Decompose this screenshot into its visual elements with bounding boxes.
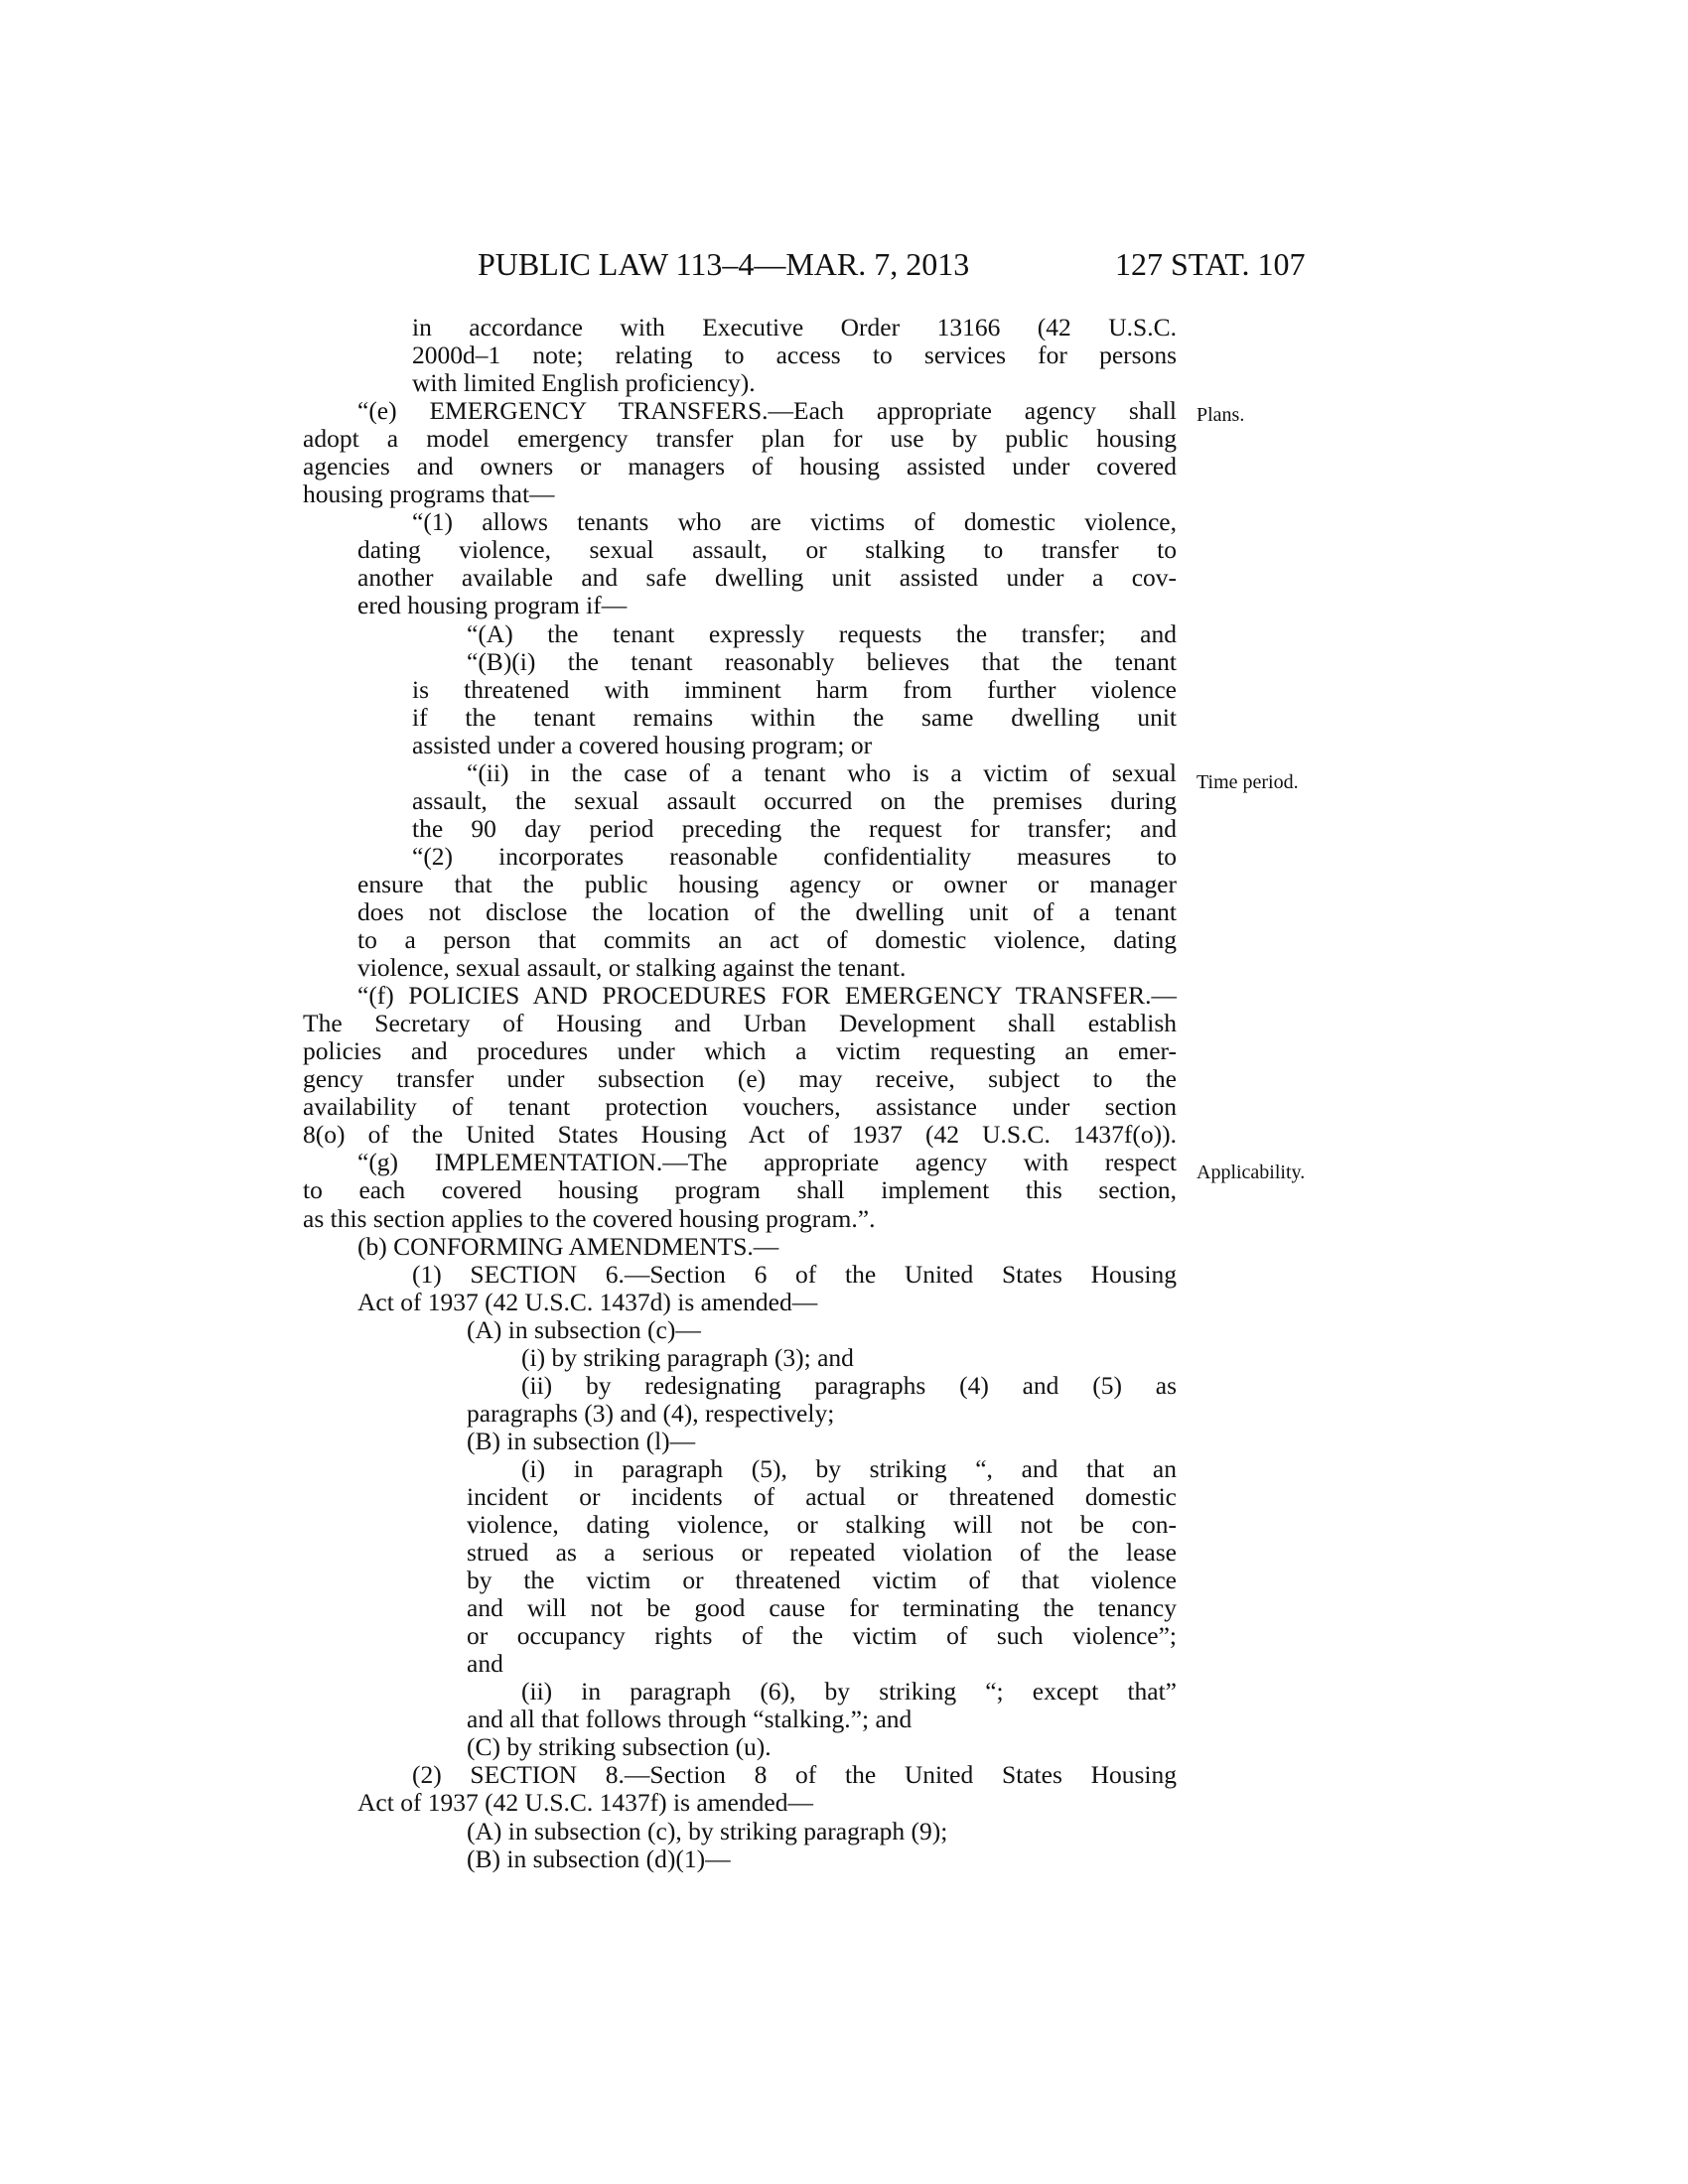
text-line: (ii) by redesignating paragraphs (4) and (5) as	[521, 1370, 1177, 1400]
text-line: housing programs that—	[303, 479, 555, 509]
text-line: or occupancy rights of the victim of such violence”;	[467, 1621, 1177, 1651]
text-line: “(ii) in the case of a tenant who is a victim of sexual	[467, 757, 1177, 787]
marginal-note: Plans.	[1196, 404, 1245, 426]
text-line: “(1) allows tenants who are victims of domestic violence,	[412, 507, 1177, 537]
text-line: to a person that commits an act of domestic violence, dating	[357, 925, 1177, 955]
text-line: incident or incidents of actual or threatened domestic	[467, 1481, 1177, 1511]
text-line: and all that follows through “stalking.”; and	[467, 1705, 913, 1734]
text-line: “(A) the tenant expressly requests the transfer; and	[467, 618, 1177, 648]
text-line: (B) in subsection (l)—	[467, 1426, 696, 1455]
text-line: agencies and owners or managers of housing assisted under covered	[303, 452, 1177, 481]
text-line: violence, dating violence, or stalking will not be con-	[467, 1510, 1177, 1540]
text-line: (1) SECTION 6.—Section 6 of the United States Housing	[412, 1259, 1177, 1289]
text-line: (i) in paragraph (5), by striking “, and that an	[521, 1453, 1177, 1483]
text-line: violence, sexual assault, or stalking against the tenant.	[357, 953, 907, 983]
text-line: is threatened with imminent harm from further violence	[412, 674, 1177, 704]
text-line: availability of tenant protection vouchers, assistance under section	[303, 1092, 1177, 1122]
text-line: (A) in subsection (c)—	[467, 1314, 701, 1344]
marginal-note: Time period.	[1196, 771, 1299, 793]
text-line: 2000d–1 note; relating to access to services for persons	[412, 341, 1177, 370]
text-line: with limited English proficiency).	[412, 368, 756, 398]
text-line: ered housing program if—	[357, 591, 628, 620]
text-line: the 90 day period preceding the request for transfer; and	[412, 813, 1177, 843]
text-line: and	[467, 1649, 503, 1679]
text-line: (2) SECTION 8.—Section 8 of the United States Housing	[412, 1760, 1177, 1790]
statute-body	[303, 314, 1177, 1873]
text-line: (A) in subsection (c), by striking paragraph (9);	[467, 1816, 948, 1845]
text-line: (B) in subsection (d)(1)—	[467, 1843, 731, 1873]
text-line: to each covered housing program shall implement this section,	[303, 1175, 1177, 1205]
text-line: dating violence, sexual assault, or stalking to transfer to	[357, 535, 1177, 565]
text-line: as this section applies to the covered housing program.”.	[303, 1203, 876, 1233]
text-line: by the victim or threatened victim of that violence	[467, 1566, 1177, 1595]
text-line: Act of 1937 (42 U.S.C. 1437d) is amended—	[357, 1287, 818, 1316]
text-line: The Secretary of Housing and Urban Development shall establish	[303, 1009, 1177, 1038]
text-line: adopt a model emergency transfer plan for use by public housing	[303, 424, 1177, 454]
text-line: 8(o) of the United States Housing Act of 1937 (42 U.S.C. 1437f(o)).	[303, 1120, 1177, 1150]
text-line: and will not be good cause for terminating the tenancy	[467, 1593, 1177, 1623]
running-head: PUBLIC LAW 113–4—MAR. 7, 2013	[478, 246, 970, 282]
text-line: “(g) IMPLEMENTATION.—The appropriate agency with respect	[357, 1148, 1177, 1177]
text-line: another available and safe dwelling unit assisted under a cov-	[357, 563, 1177, 593]
text-line: policies and procedures under which a victim requesting an emer-	[303, 1036, 1177, 1066]
text-line: paragraphs (3) and (4), respectively;	[467, 1398, 835, 1428]
text-line: (ii) in paragraph (6), by striking “; except that”	[521, 1677, 1177, 1706]
text-line: “(f) POLICIES AND PROCEDURES FOR EMERGENCY TRANSFER.—	[357, 981, 1177, 1011]
text-line: ensure that the public housing agency or owner or manager	[357, 869, 1177, 898]
marginal-note: Applicability.	[1196, 1161, 1306, 1183]
text-line: “(2) incorporates reasonable confidentiality measures to	[412, 841, 1177, 871]
text-line: in accordance with Executive Order 13166 (42 U.S.C.	[412, 313, 1177, 341]
text-line: “(B)(i) the tenant reasonably believes that the tenant	[467, 646, 1177, 676]
text-line: (C) by striking subsection (u).	[467, 1732, 772, 1762]
text-line: assisted under a covered housing program; or	[412, 730, 873, 759]
text-line: gency transfer under subsection (e) may receive, subject to the	[303, 1064, 1177, 1094]
text-line: does not disclose the location of the dwelling unit of a tenant	[357, 896, 1177, 926]
text-line: assault, the sexual assault occurred on the premises during	[412, 785, 1177, 815]
text-line: (i) by striking paragraph (3); and	[521, 1342, 854, 1372]
text-line: (b) CONFORMING AMENDMENTS.—	[357, 1231, 779, 1261]
page-number: 127 STAT. 107	[1115, 246, 1306, 282]
text-line: if the tenant remains within the same dwelling unit	[412, 702, 1177, 732]
text-line: strued as a serious or repeated violation of the lease	[467, 1538, 1177, 1568]
text-line: “(e) EMERGENCY TRANSFERS.—Each appropriate agency shall	[357, 396, 1177, 426]
text-line: Act of 1937 (42 U.S.C. 1437f) is amended—	[357, 1788, 813, 1818]
